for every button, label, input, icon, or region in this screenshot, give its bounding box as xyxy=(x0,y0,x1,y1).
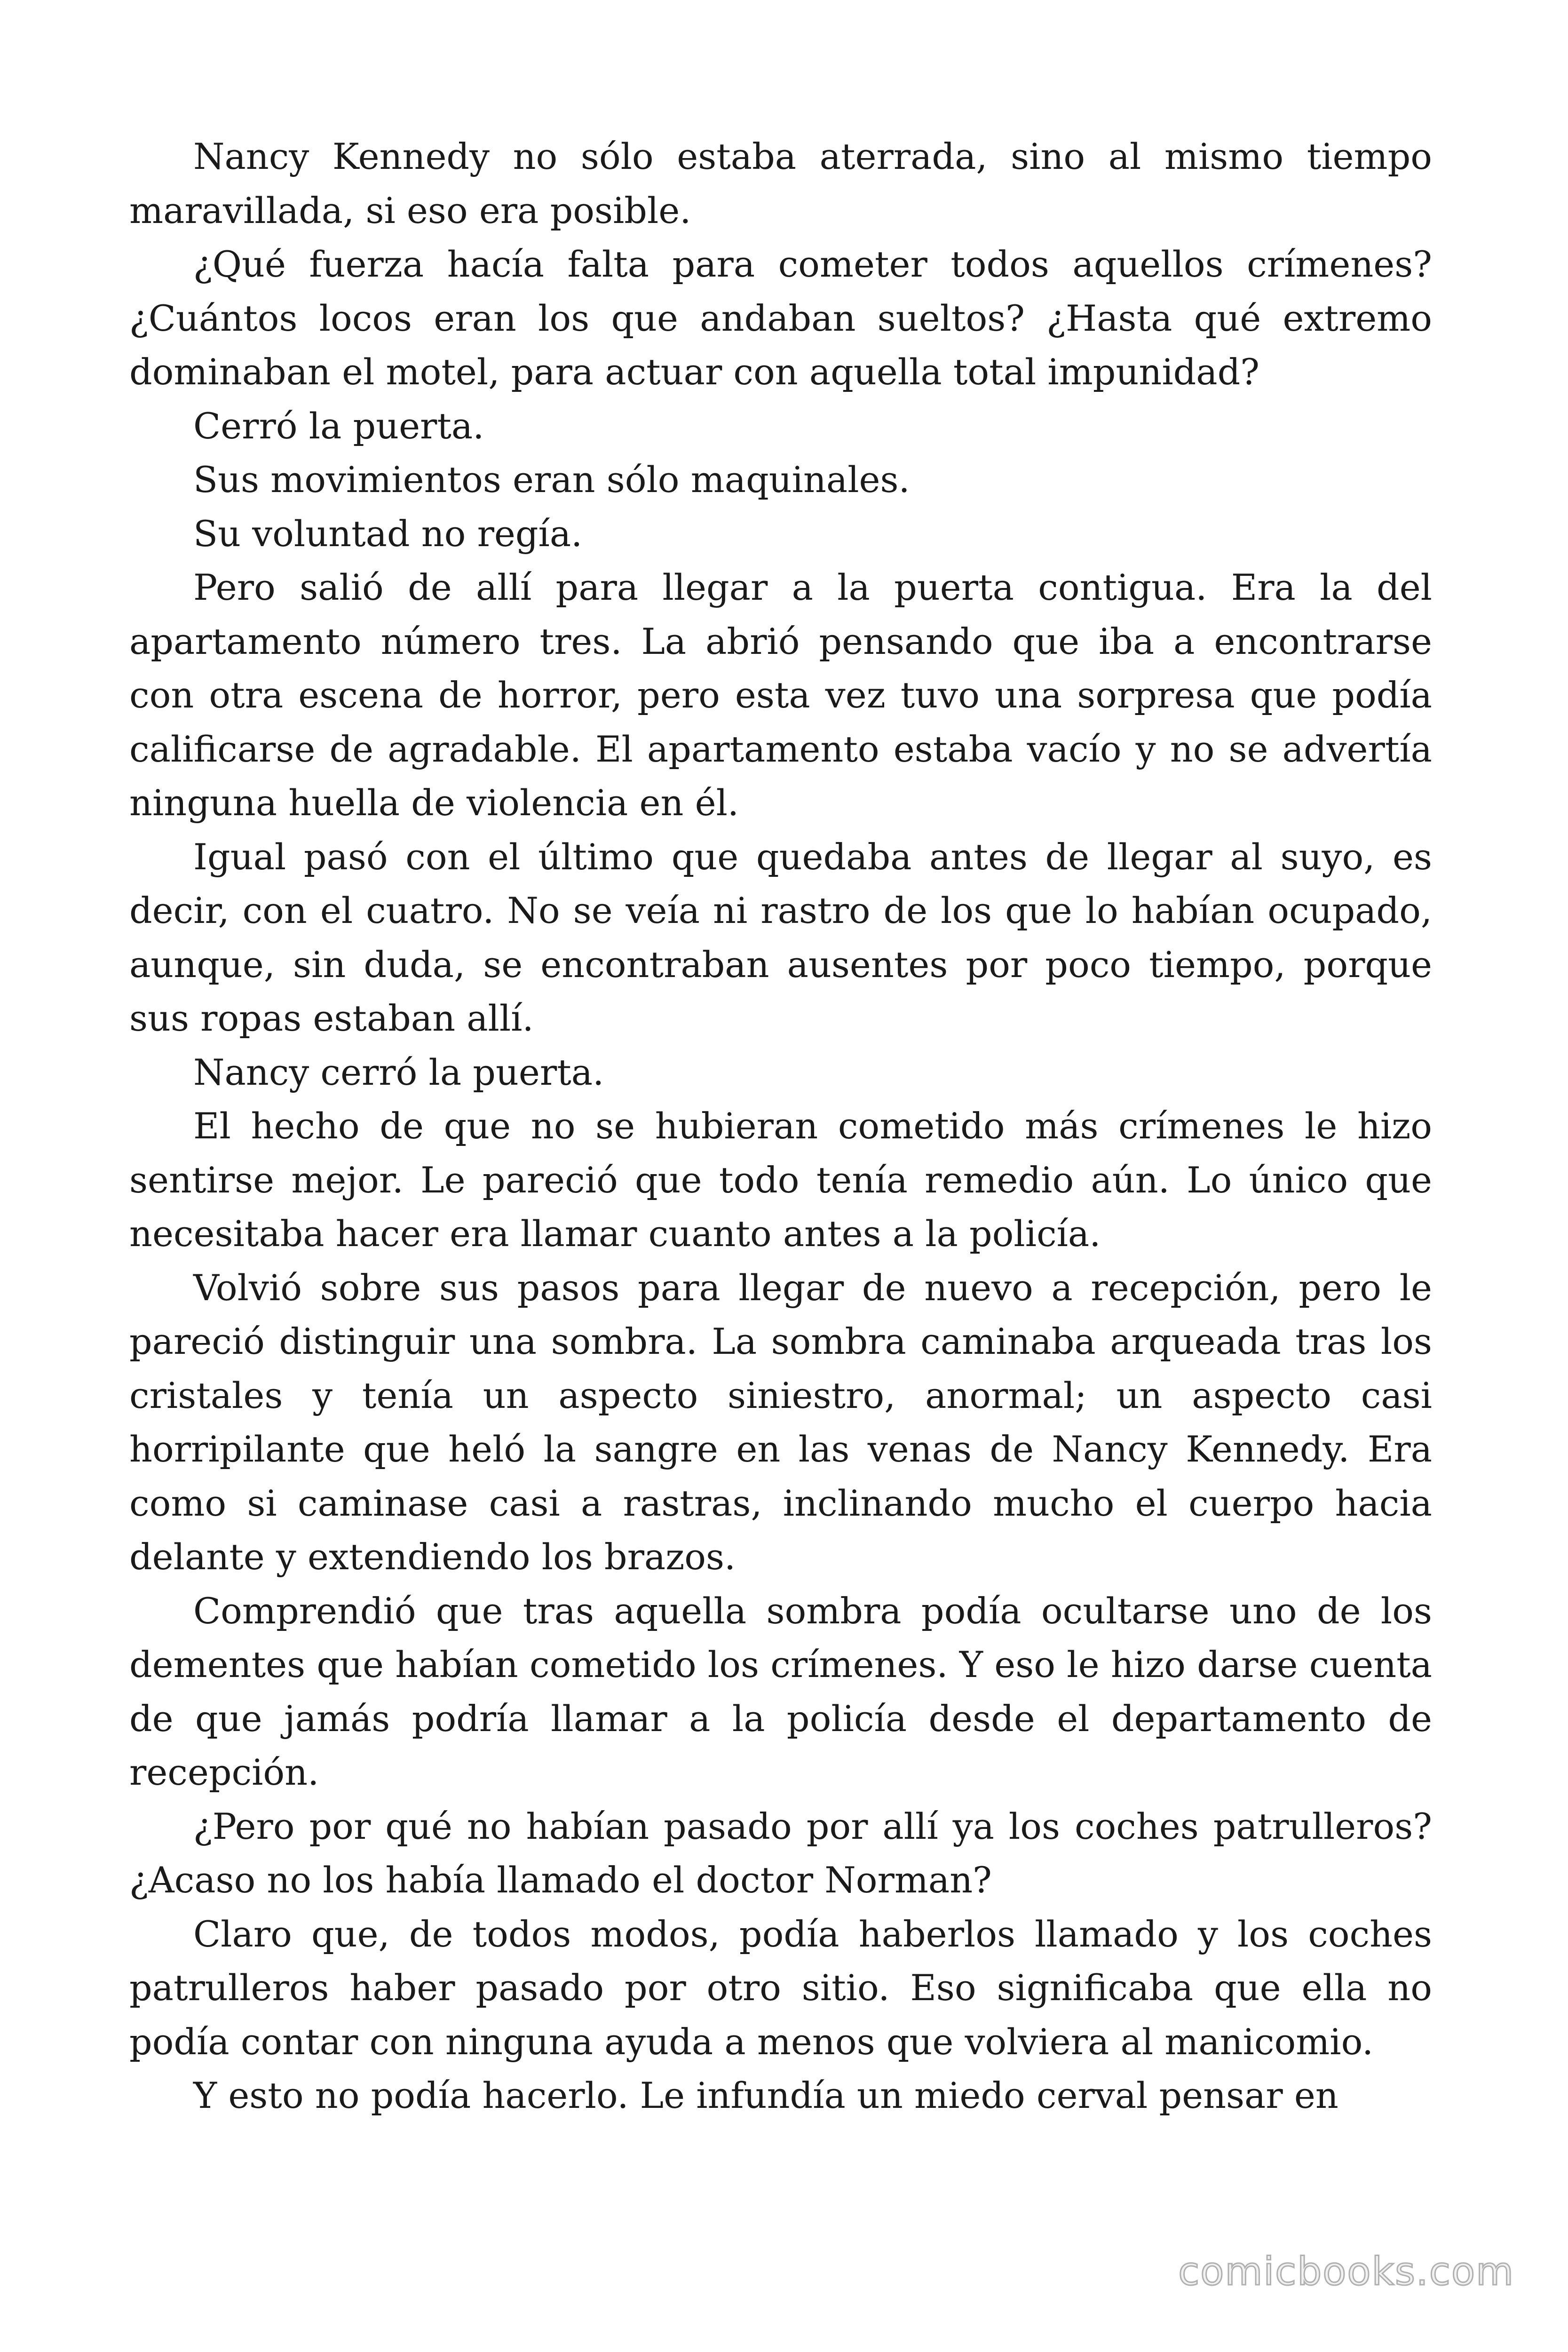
paragraph: Volvió sobre sus pasos para llegar de nuevo a recepción, pero le pareció distinguir una sombra. La sombra caminaba arqueada tras los cristales y tenía un aspecto siniestro, anormal; un aspecto casi horripilante que heló la sangre en las venas de Nancy Kennedy. Era como si caminase casi a rastras, inclinando mucho el cuerpo hacia delante y extendiendo los brazos. xyxy=(129,1266,1432,1578)
paragraph: Claro que, de todos modos, podía haberlos llamado y los coches patrulleros haber pasado por otro sitio. Eso significaba que ella no podía contar con ninguna ayuda a menos que volviera al manicomio. xyxy=(129,1913,1432,2063)
body-text xyxy=(129,130,1432,2123)
paragraph: ¿Pero por qué no habían pasado por allí ya los coches patrulleros? ¿Acaso no los había llamado el doctor Norman? xyxy=(129,1805,1432,1901)
paragraph: Pero salió de allí para llegar a la puerta contigua. Era la del apartamento número tres. La abrió pensando que iba a encontrarse con otra escena de horror, pero esta vez tuvo una sorpresa que podía calificarse de agradable. El apartamento estaba vacío y no se advertía ninguna huella de violencia en él. xyxy=(129,566,1432,824)
watermark: comicbooks.com xyxy=(1178,2249,1514,2294)
paragraph: Sus movimientos eran sólo maquinales. xyxy=(193,459,910,501)
paragraph: Nancy cerró la puerta. xyxy=(193,1051,604,1093)
paragraph: Su voluntad no regía. xyxy=(193,512,583,555)
paragraph: Y esto no podía hacerlo. Le infundía un miedo cerval pensar en xyxy=(193,2074,1338,2116)
paragraph: Comprendió que tras aquella sombra podía ocultarse uno de los dementes que habían cometido los crímenes. Y eso le hizo darse cuenta de que jamás podría llamar a la policía desde el departamento de recepción. xyxy=(129,1589,1432,1793)
paragraph: El hecho de que no se hubieran cometido más crímenes le hizo sentirse mejor. Le pareció que todo tenía remedio aún. Lo único que necesitaba hacer era llamar cuanto antes a la policía. xyxy=(129,1105,1432,1255)
paragraph: Igual pasó con el último que quedaba antes de llegar al suyo, es decir, con el cuatro. No se veía ni rastro de los que lo habían ocupado, aunque, sin duda, se encontraban ausentes por poco tiempo, porque sus ropas estaban allí. xyxy=(129,835,1432,1039)
paragraph: ¿Qué fuerza hacía falta para cometer todos aquellos crímenes? ¿Cuántos locos eran los que andaban sueltos? ¿Hasta qué extremo dominaban el motel, para actuar con aquella total impunidad? xyxy=(129,243,1432,393)
paragraph: Nancy Kennedy no sólo estaba aterrada, sino al mismo tiempo maravillada, si eso era posible. xyxy=(129,135,1432,231)
paragraph: Cerró la puerta. xyxy=(193,405,484,447)
